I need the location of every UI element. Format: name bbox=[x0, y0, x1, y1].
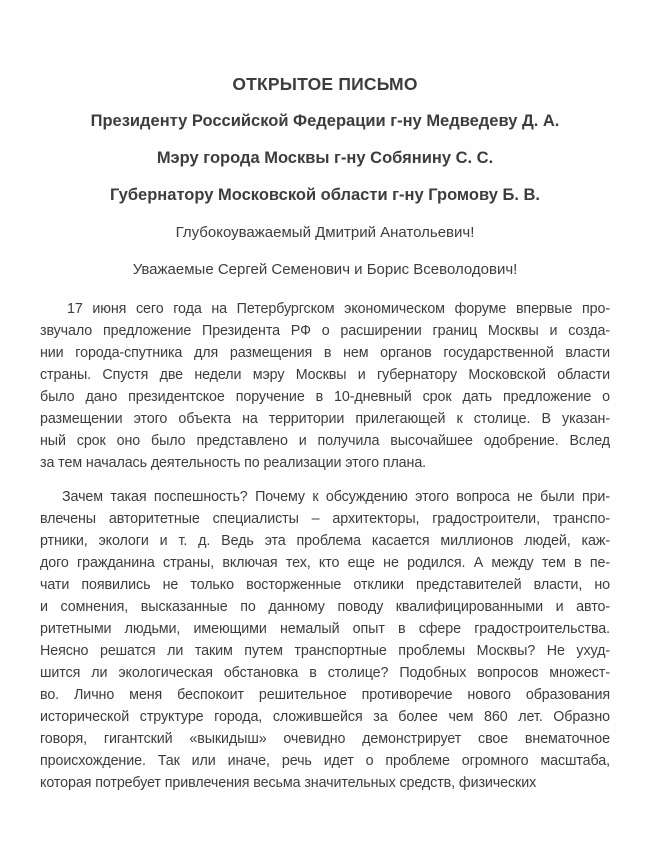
text-line: страны. Спустя две недели мэру Москвы и губернатору Московской области bbox=[40, 367, 610, 383]
text-line: влечены авторитетные специалисты – архитекторы, градостроители, транспо- bbox=[40, 511, 610, 527]
text-line: во. Лично меня беспокоит решительное противоречие нового образования bbox=[40, 687, 610, 703]
text-line: дого гражданина страны, включая тех, кто еще не родился. А между тем в пе- bbox=[40, 555, 610, 571]
addressee-president: Президенту Российской Федерации г-ну Медведеву Д. А. bbox=[90, 112, 560, 130]
text-line: было дано президентское поручение в 10-дневный срок дать предложение о bbox=[40, 389, 610, 405]
salutation-president: Глубокоуважаемый Дмитрий Анатольевич! bbox=[175, 224, 475, 241]
paragraph-criticism bbox=[40, 486, 610, 794]
text-line: говоря, гигантский «выкидыш» очевидно демонстрирует свое внематочное bbox=[40, 731, 610, 747]
text-line: которая потребует привлечения весьма значительных средств, физических bbox=[40, 775, 537, 791]
paragraph-proposal-history bbox=[40, 298, 610, 474]
text-line: нии города-спутника для размещения в нем органов государственной власти bbox=[40, 345, 610, 361]
text-line: и сомнения, высказанные по данному поводу квалифицированными и авто- bbox=[40, 599, 610, 615]
text-line: Зачем такая поспешность? Почему к обсуждению этого вопроса не были при- bbox=[62, 489, 610, 505]
addressee-mayor: Мэру города Москвы г-ну Собянину С. С. bbox=[156, 149, 494, 167]
salutation-mayor-governor: Уважаемые Сергей Семенович и Борис Всеволодович! bbox=[132, 261, 518, 278]
text-line: за тем началась деятельность по реализации этого плана. bbox=[40, 455, 427, 471]
letter-title: ОТКРЫТОЕ ПИСЬМО bbox=[232, 74, 418, 94]
text-line: Неясно решатся ли таким путем транспортные проблемы Москвы? Не ухуд- bbox=[40, 643, 610, 659]
addressee-governor: Губернатору Московской области г-ну Громову Б. В. bbox=[109, 186, 541, 204]
text-line: ритетными людьми, имеющими немалый опыт в сфере градостроительства. bbox=[40, 621, 610, 637]
text-line: ный срок оно было представлено и получила высочайшее одобрение. Вслед bbox=[40, 433, 610, 449]
text-line: происхождение. Так или иначе, речь идет о проблеме огромного масштаба, bbox=[40, 753, 610, 769]
text-line: исторической структуре города, сложившейся за более чем 860 лет. Образно bbox=[40, 709, 610, 725]
text-line: чати появились не только восторженные отклики представителей власти, но bbox=[40, 577, 610, 593]
text-line: 17 июня сего года на Петербургском экономическом форуме впервые про- bbox=[67, 301, 610, 317]
text-line: ртники, экологи и т. д. Ведь эта проблема касается миллионов людей, каж- bbox=[40, 533, 610, 549]
text-line: размещении этого объекта на территории прилегающей к столице. В указан- bbox=[40, 411, 610, 427]
text-line: звучало предложение Президента РФ о расширении границ Москвы и созда- bbox=[40, 323, 610, 339]
text-line: шится ли экологическая обстановка в столице? Подобных вопросов множест- bbox=[40, 665, 610, 681]
